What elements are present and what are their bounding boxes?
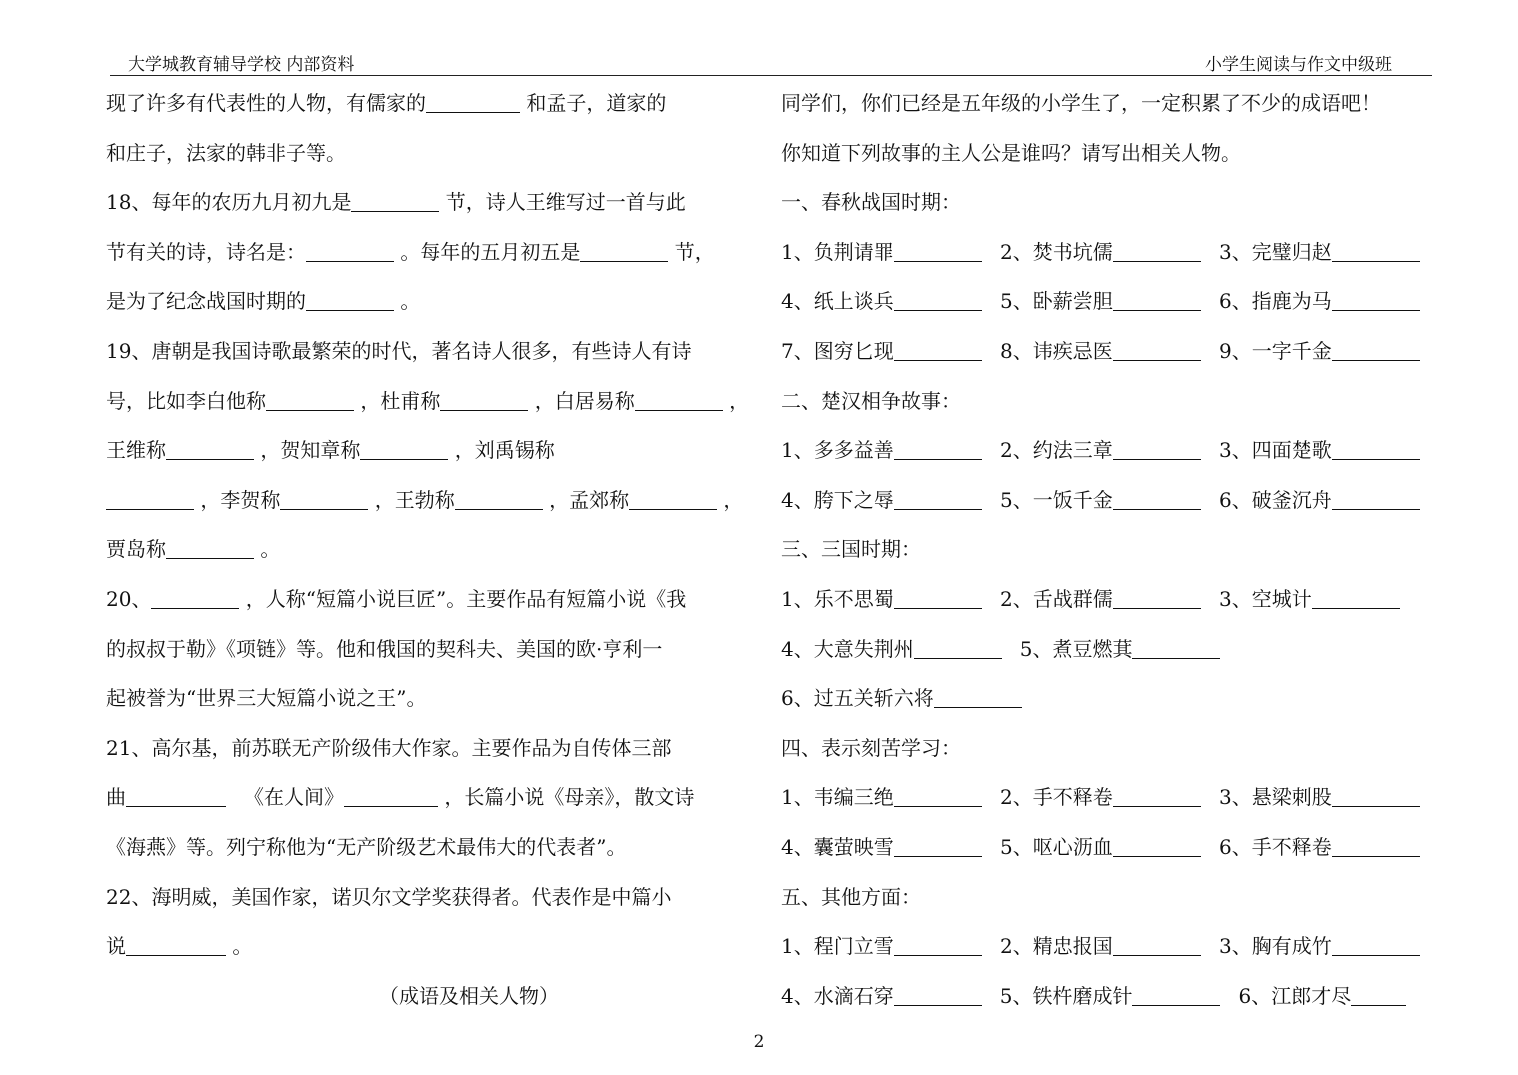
idiom-row: [781, 476, 1431, 526]
idiom-item: 3、胸有成竹: [1219, 922, 1420, 972]
idiom-item: 4、胯下之辱: [781, 476, 1000, 526]
idiom-row: [781, 625, 1431, 675]
idiom-row: [781, 823, 1431, 873]
question-line: 是为了纪念战国时期的 。: [106, 289, 421, 314]
idiom-row: [781, 575, 1431, 625]
question-line: 的叔叔于勒》《项链》等。他和俄国的契科夫、美国的欧·亨利一: [106, 636, 663, 661]
intro-line: 你知道下列故事的主人公是谁吗？请写出相关人物。: [781, 140, 1241, 165]
answer-blank[interactable]: [106, 493, 194, 510]
idiom-item: 4、纸上谈兵: [781, 277, 1000, 327]
page-number: 2: [753, 1032, 765, 1052]
idiom-item: 1、程门立雪: [781, 922, 1000, 972]
answer-blank[interactable]: [126, 939, 226, 956]
question-line: 说 。: [106, 934, 253, 959]
answer-blank[interactable]: [151, 592, 239, 609]
answer-blank[interactable]: [360, 443, 448, 460]
idiom-row: [781, 228, 1431, 278]
idiom-row: [781, 674, 1431, 724]
answer-blank[interactable]: [629, 493, 717, 510]
answer-blank[interactable]: [894, 840, 982, 857]
idiom-row: [781, 773, 1431, 823]
answer-blank[interactable]: [894, 989, 982, 1006]
page-header-right: 小学生阅读与作文中级班: [1205, 55, 1392, 75]
question-line: 18、每年的农历九月初九是 节，诗人王维写过一首与此: [106, 190, 686, 215]
answer-blank[interactable]: [1132, 989, 1220, 1006]
answer-blank[interactable]: [1113, 790, 1201, 807]
answer-blank[interactable]: [1132, 642, 1220, 659]
answer-blank[interactable]: [280, 493, 368, 510]
idiom-row: [781, 922, 1431, 972]
question-line: 20、 ，人称“短篇小说巨匠”。主要作品有短篇小说《我: [106, 586, 687, 611]
idiom-item: 2、约法三章: [1000, 426, 1219, 476]
answer-blank[interactable]: [894, 592, 982, 609]
question-line: 《海燕》等。列宁称他为“无产阶级艺术最伟大的代表者”。: [106, 834, 627, 859]
question-line: 22、海明威，美国作家，诺贝尔文学奖获得者。代表作是中篇小: [106, 884, 672, 909]
idiom-item: 3、完璧归赵: [1219, 228, 1420, 278]
idiom-item: 5、呕心沥血: [1000, 823, 1219, 873]
answer-blank[interactable]: [1351, 989, 1406, 1006]
header-rule: [110, 75, 1432, 76]
idiom-item: 1、韦编三绝: [781, 773, 1000, 823]
idiom-item: 5、卧薪尝胆: [1000, 277, 1219, 327]
idiom-item: 2、手不释卷: [1000, 773, 1219, 823]
question-line: 和庄子，法家的韩非子等。: [106, 140, 346, 165]
answer-blank[interactable]: [344, 790, 438, 807]
answer-blank[interactable]: [914, 642, 1002, 659]
answer-blank[interactable]: [1332, 790, 1420, 807]
idiom-item: 3、四面楚歌: [1219, 426, 1420, 476]
idiom-item: 2、焚书坑儒: [1000, 228, 1219, 278]
question-line: 贾岛称 。: [106, 537, 281, 562]
section-title: 一、春秋战国时期：: [781, 190, 961, 215]
idiom-item: 2、精忠报国: [1000, 922, 1219, 972]
answer-blank[interactable]: [894, 939, 982, 956]
section-title: 二、楚汉相争故事：: [781, 388, 961, 413]
question-line: ，李贺称 ，王勃称 ，孟郊称 ，: [106, 476, 772, 526]
section-title: 四、表示刻苦学习：: [781, 735, 961, 760]
answer-blank[interactable]: [1332, 939, 1420, 956]
answer-blank[interactable]: [266, 394, 354, 411]
answer-blank[interactable]: [1113, 592, 1201, 609]
idiom-item: 2、舌战群儒: [1000, 575, 1219, 625]
idiom-item: 6、过五关斩六将: [781, 686, 1022, 710]
answer-blank[interactable]: [894, 294, 982, 311]
idiom-item: 4、囊萤映雪: [781, 823, 1000, 873]
idiom-item: 5、煮豆燃萁: [1020, 637, 1221, 661]
idiom-row: [781, 327, 1431, 377]
answer-blank[interactable]: [934, 691, 1022, 708]
answer-blank[interactable]: [1113, 840, 1201, 857]
answer-blank[interactable]: [1113, 294, 1201, 311]
answer-blank[interactable]: [1113, 493, 1201, 510]
question-line: 节有关的诗，诗名是： 。每年的五月初五是 节，: [106, 239, 715, 264]
answer-blank[interactable]: [1312, 592, 1400, 609]
answer-blank[interactable]: [351, 195, 439, 212]
question-line: 号，比如李白他称 ，杜甫称 ，白居易称 ，: [106, 388, 750, 413]
answer-blank[interactable]: [1113, 245, 1201, 262]
idiom-item: 6、指鹿为马: [1219, 277, 1420, 327]
idiom-item: 4、大意失荆州: [781, 637, 1002, 661]
answer-blank[interactable]: [894, 443, 982, 460]
answer-blank[interactable]: [1332, 493, 1420, 510]
question-line: 曲 《在人间》 ，长篇小说《母亲》，散文诗: [106, 785, 695, 810]
answer-blank[interactable]: [635, 394, 723, 411]
idiom-item: 4、水滴石穿: [781, 984, 982, 1008]
idiom-item: 6、破釜沉舟: [1219, 476, 1420, 526]
idiom-item: 5、铁杵磨成针: [1000, 984, 1221, 1008]
idiom-item: 1、多多益善: [781, 426, 1000, 476]
idiom-item: 3、悬梁刺股: [1219, 773, 1420, 823]
answer-blank[interactable]: [894, 790, 982, 807]
idiom-item: 6、手不释卷: [1219, 823, 1420, 873]
section-caption: （成语及相关人物）: [379, 983, 559, 1008]
question-line: 现了许多有代表性的人物，有儒家的 和孟子，道家的: [106, 91, 667, 115]
answer-blank[interactable]: [894, 344, 982, 361]
idiom-item: 8、讳疾忌医: [1000, 327, 1219, 377]
answer-blank[interactable]: [1332, 294, 1420, 311]
idiom-item: 7、图穷匕现: [781, 327, 1000, 377]
idiom-item: 9、一字千金: [1219, 327, 1420, 377]
answer-blank[interactable]: [1332, 840, 1420, 857]
intro-line: 同学们，你们已经是五年级的小学生了，一定积累了不少的成语吧！: [781, 91, 1381, 115]
answer-blank[interactable]: [1113, 443, 1201, 460]
answer-blank[interactable]: [894, 245, 982, 262]
answer-blank[interactable]: [1332, 443, 1420, 460]
section-title: 五、其他方面：: [781, 884, 921, 909]
idiom-item: 3、空城计: [1219, 575, 1400, 625]
answer-blank[interactable]: [166, 542, 254, 559]
question-line: 王维称 ，贺知章称 ，刘禹锡称: [106, 438, 555, 463]
idiom-item: 5、一饭千金: [1000, 476, 1219, 526]
idiom-row: [781, 277, 1431, 327]
question-line: 21、高尔基，前苏联无产阶级伟大作家。主要作品为自传体三部: [106, 735, 672, 760]
page-header-left: 大学城教育辅导学校 内部资料: [128, 55, 355, 75]
answer-blank[interactable]: [455, 493, 543, 510]
idiom-row: [781, 426, 1431, 476]
answer-blank[interactable]: [306, 245, 394, 262]
question-line: 起被誉为“世界三大短篇小说之王”。: [106, 686, 427, 711]
answer-blank[interactable]: [126, 790, 226, 807]
answer-blank[interactable]: [894, 493, 982, 510]
idiom-item: 6、江郎才尽: [1238, 984, 1406, 1008]
answer-blank[interactable]: [306, 294, 394, 311]
answer-blank[interactable]: [580, 245, 668, 262]
idiom-row: [781, 972, 1431, 1022]
answer-blank[interactable]: [1332, 344, 1420, 361]
answer-blank[interactable]: [1113, 939, 1201, 956]
question-line: 19、唐朝是我国诗歌最繁荣的时代，著名诗人很多，有些诗人有诗: [106, 338, 692, 363]
section-title: 三、三国时期：: [781, 537, 921, 562]
answer-blank[interactable]: [1113, 344, 1201, 361]
answer-blank[interactable]: [1332, 245, 1420, 262]
idiom-item: 1、负荆请罪: [781, 228, 1000, 278]
answer-blank[interactable]: [440, 394, 528, 411]
left-column: [106, 79, 772, 1021]
idiom-item: 1、乐不思蜀: [781, 575, 1000, 625]
answer-blank[interactable]: [166, 443, 254, 460]
right-column: [781, 79, 1431, 1021]
answer-blank[interactable]: [426, 96, 520, 113]
